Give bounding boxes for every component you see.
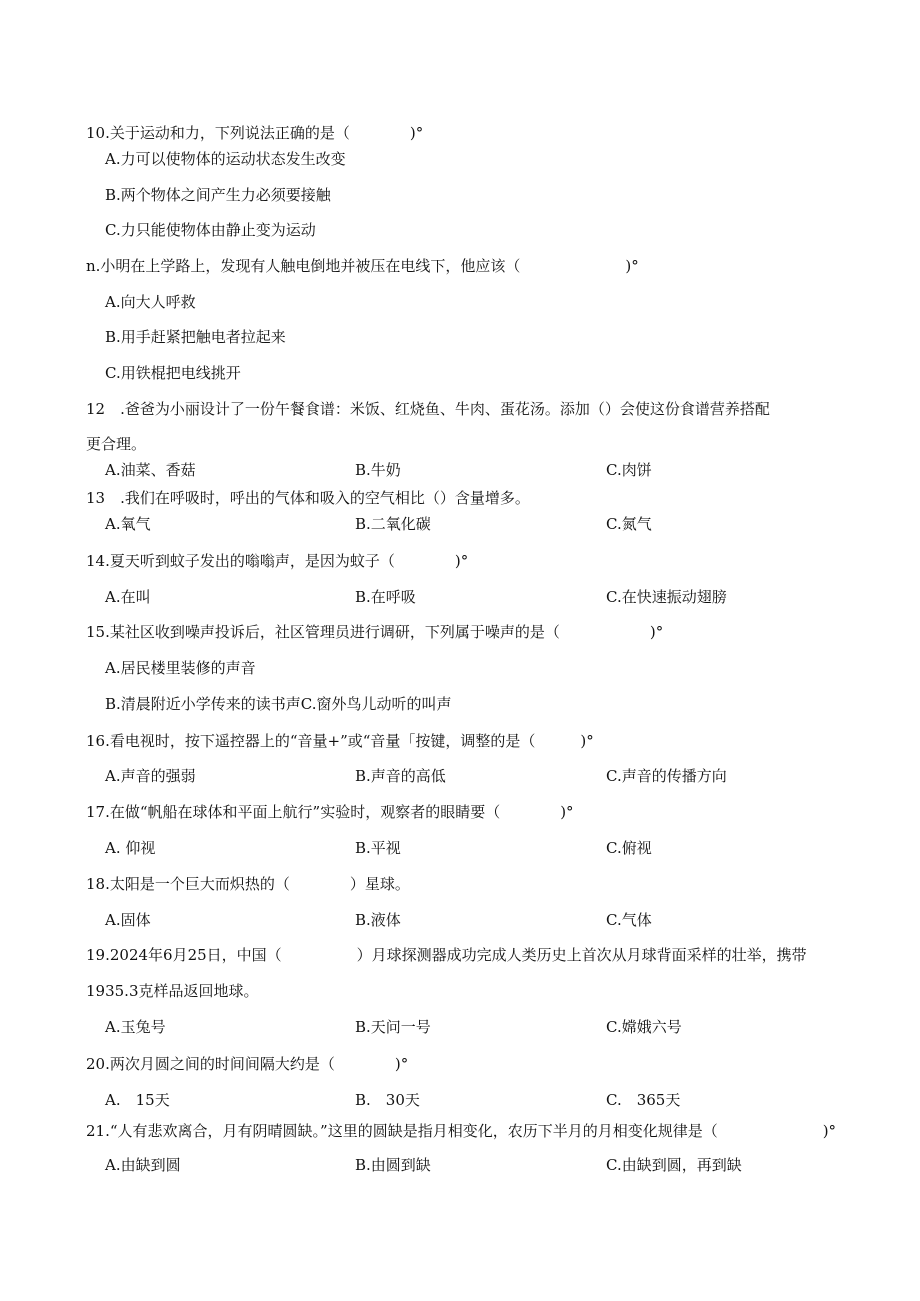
q14-option-c: C.在快速振动翅膀 (606, 588, 727, 606)
q20-option-b: B. 30天 (355, 1091, 420, 1109)
q12-stem-continued: 更合理。 (86, 435, 147, 453)
q15-option-bc: B.清晨附近小学传来的读书声C.窗外鸟儿动听的叫声 (105, 695, 452, 713)
q21-option-c: C.由缺到圆，再到缺 (606, 1156, 742, 1174)
q13-option-a: A.氧气 (105, 515, 151, 533)
q16-option-c: C.声音的传播方向 (606, 767, 727, 785)
q11-option-a: A.向大人呼救 (105, 293, 196, 311)
q21-stem: 21.“人有悲欢离合，月有阴晴圆缺。”这里的圆缺是指月相变化，农历下半月的月相变化规律是（ )° (86, 1122, 837, 1140)
q11-option-b: B.用手赶紧把触电者拉起来 (105, 328, 286, 346)
q16-option-a: A.声音的强弱 (105, 767, 196, 785)
q12-option-a: A.油菜、香菇 (105, 461, 196, 479)
q12-option-c: C.肉饼 (606, 461, 652, 479)
q18-option-b: B.液体 (355, 911, 401, 929)
q14-stem: 14.夏天听到蚊子发出的嗡嗡声，是因为蚊子（ )° (86, 552, 469, 570)
q17-option-a: A. 仰视 (105, 839, 156, 857)
q19-option-b: B.天问一号 (355, 1018, 431, 1036)
q10-option-a: A.力可以使物体的运动状态发生改变 (105, 150, 346, 168)
q13-option-c: C.氮气 (606, 515, 652, 533)
q10-option-c: C.力只能使物体由静止变为运动 (105, 221, 316, 239)
q19-stem: 19.2024年6月25日，中国（ ）月球探测器成功完成人类历史上首次从月球背面采样的壮举，携带 (86, 946, 807, 964)
q11-stem: n.小明在上学路上，发现有人触电倒地并被压在电线下，他应该（ )° (86, 257, 639, 275)
q14-option-b: B.在呼吸 (355, 588, 416, 606)
q17-option-b: B.平视 (355, 839, 401, 857)
q18-option-c: C.气体 (606, 911, 652, 929)
q18-stem: 18.太阳是一个巨大而炽热的（ ）星球。 (86, 875, 410, 893)
q19-option-c: C.嫦娥六号 (606, 1018, 682, 1036)
q16-option-b: B.声音的高低 (355, 767, 446, 785)
q17-option-c: C.俯视 (606, 839, 652, 857)
q15-stem: 15.某社区收到噪声投诉后，社区管理员进行调研，下列属于噪声的是（ )° (86, 623, 664, 641)
q17-stem: 17.在做“帆船在球体和平面上航行”实验时，观察者的眼睛要（ )° (86, 803, 574, 821)
q11-option-c: C.用铁棍把电线挑开 (105, 364, 241, 382)
q19-stem-continued: 1935.3克样品返回地球。 (86, 982, 259, 1000)
q16-stem: 16.看电视时，按下遥控器上的“音量+”或“音量「按键，调整的是（ )° (86, 732, 594, 750)
q18-option-a: A.固体 (105, 911, 151, 929)
q13-stem: 13 .我们在呼吸时，呼出的气体和吸入的空气相比（）含量增多。 (86, 489, 530, 507)
q19-option-a: A.玉兔号 (105, 1018, 166, 1036)
q14-option-a: A.在叫 (105, 588, 151, 606)
q20-stem: 20.两次月圆之间的时间间隔大约是（ )° (86, 1055, 409, 1073)
q21-option-a: A.由缺到圆 (105, 1156, 181, 1174)
q15-option-a: A.居民楼里装修的声音 (105, 659, 256, 677)
q21-option-b: B.由圆到缺 (355, 1156, 431, 1174)
q10-option-b: B.两个物体之间产生力必须要接触 (105, 186, 331, 204)
q12-stem: 12 .爸爸为小丽设计了一份午餐食谱：米饭、红烧鱼、牛肉、蛋花汤。添加（）会使这份食谱营养搭配 (86, 400, 770, 418)
q13-option-b: B.二氧化碳 (355, 515, 431, 533)
q20-option-c: C. 365天 (606, 1091, 681, 1109)
q20-option-a: A. 15天 (105, 1091, 170, 1109)
q10-stem: 10.关于运动和力，下列说法正确的是（ )° (86, 124, 424, 142)
q12-option-b: B.牛奶 (355, 461, 401, 479)
